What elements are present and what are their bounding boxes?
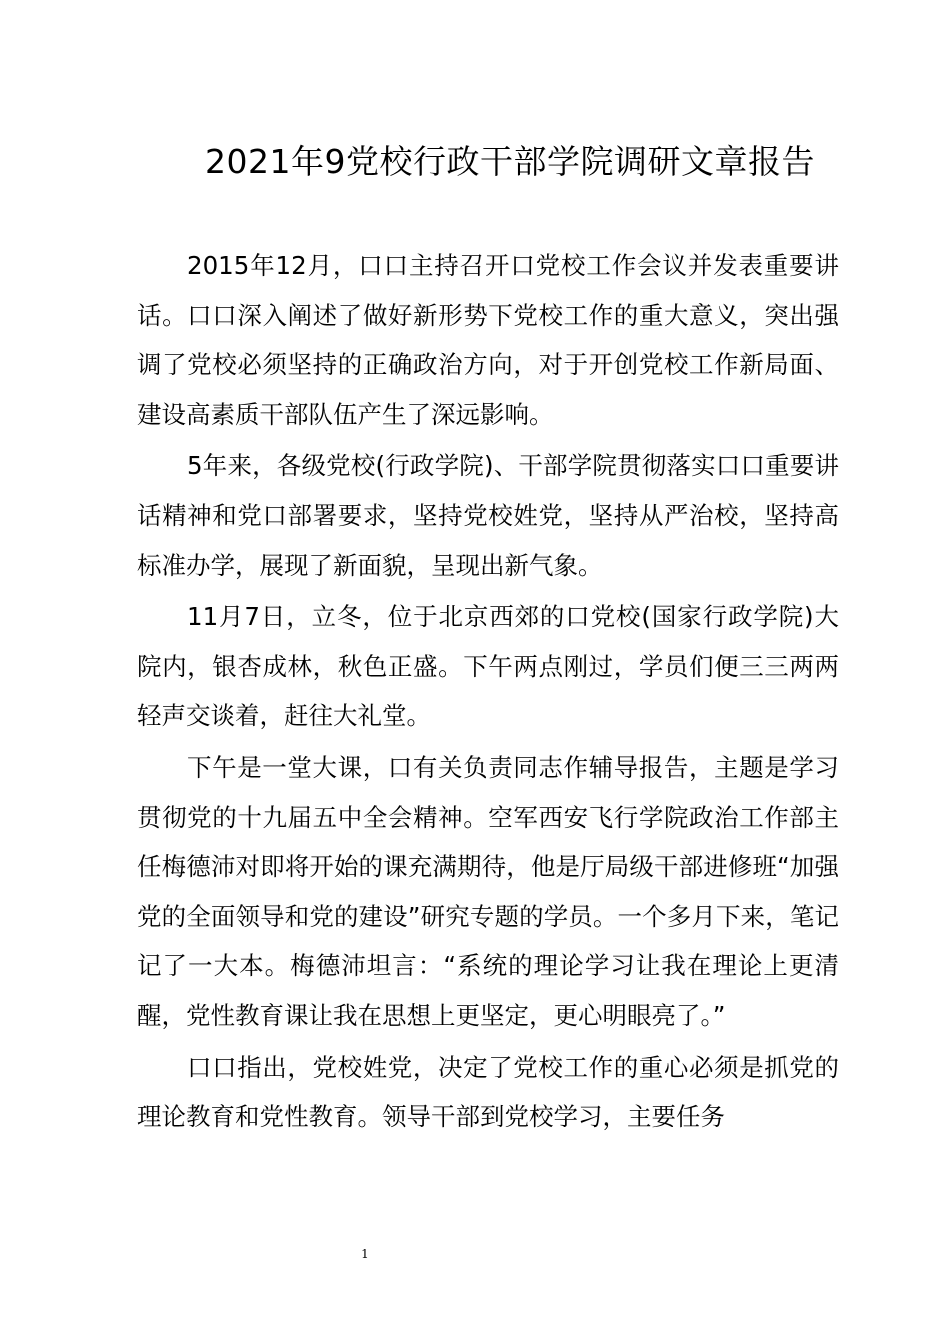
paragraph-3: 11月7日，立冬，位于北京西郊的口党校(国家行政学院)大院内，银杏成林，秋色正盛。下午两点刚过，学员们便三三两两轻声交谈着，赶往大礼堂。 — [137, 602, 839, 731]
document-body — [137, 241, 839, 1144]
page-number: 1 — [361, 1247, 369, 1261]
paragraph-5: 口口指出，党校姓党，决定了党校工作的重心必须是抓党的理论教育和党性教育。领导干部到党校学习，主要任务 — [137, 1052, 839, 1132]
document-title: 2021年9党校行政干部学院调研文章报告 — [205, 142, 815, 181]
paragraph-1: 2015年12月，口口主持召开口党校工作会议并发表重要讲话。口口深入阐述了做好新形势下党校工作的重大意义，突出强调了党校必须坚持的正确政治方向，对于开创党校工作新局面、建设高素质干部队伍产生了深远影响。 — [137, 251, 839, 429]
paragraph-2: 5年来，各级党校(行政学院)、干部学院贯彻落实口口重要讲话精神和党口部署要求，坚持党校姓党，坚持从严治校，坚持高标准办学，展现了新面貌，呈现出新气象。 — [137, 451, 839, 580]
paragraph-4: 下午是一堂大课，口有关负责同志作辅导报告，主题是学习贯彻党的十九届五中全会精神。空军西安飞行学院政治工作部主任梅德沛对即将开始的课充满期待，他是厅局级干部进修班“加强党的全面领导和党的建设”研究专题的学员。一个多月下来，笔记记了一大本。梅德沛坦言：“系统的理论学习让我在理论上更清醒，党性教育课让我在思想上更坚定，更心明眼亮了。” — [137, 752, 839, 1030]
